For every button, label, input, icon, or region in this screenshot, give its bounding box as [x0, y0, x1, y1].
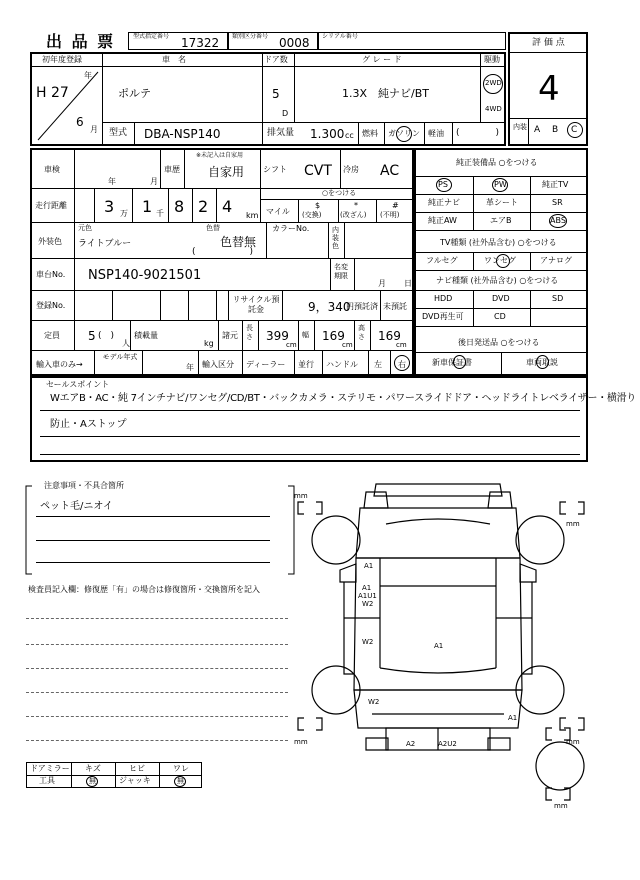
serial-label: シリアル番号 — [322, 33, 358, 40]
tv-analog: アナログ — [540, 256, 572, 265]
fl-tire-mm: mm — [294, 492, 308, 500]
legend-jack-circle — [174, 776, 186, 787]
fuel-gas: ガソリン — [388, 129, 420, 138]
equipment-title: 純正装備品 ○をつける — [456, 158, 538, 167]
circle-note: ○をつける — [322, 189, 357, 197]
handle-right: 右 — [398, 360, 406, 369]
cc-label: 排気量 — [267, 128, 295, 138]
color-code-label: カラーNo. — [272, 224, 310, 233]
front-right-tire — [516, 516, 564, 564]
grade-label: グ レ ー ド — [362, 55, 402, 64]
orig-color-label: 元色 — [78, 224, 92, 232]
rear-left-tire — [312, 666, 360, 714]
ext-color-label: 外装色 — [38, 237, 62, 246]
fuel-label: 燃料 — [362, 129, 378, 138]
capacity-value: 5 — [88, 329, 96, 343]
mileage-sen: 千 — [156, 209, 164, 218]
dealer-option: ディーラー — [246, 360, 286, 369]
mark-10: A2U2 — [438, 740, 457, 748]
mileage-digit-3: 8 — [174, 197, 185, 216]
navi-hdd: HDD — [434, 294, 453, 303]
shaken-month-unit: 月 — [150, 177, 158, 186]
exchange-mark: $ — [315, 201, 321, 210]
later-manual: 車両取説 — [526, 358, 558, 367]
later-warranty: 新車保証書 — [432, 358, 472, 367]
type-value: DBA-NSP140 — [144, 127, 221, 141]
equip-tv: 純正TV — [542, 180, 569, 189]
rl-tire-mm: mm — [294, 738, 308, 746]
legend-tools: 工具 — [39, 776, 55, 785]
reg-label: 登録No. — [36, 301, 66, 310]
height-label: 高さ — [358, 324, 365, 341]
handle-label: ハンドル — [326, 360, 358, 369]
history-value: 自家用 — [208, 165, 245, 179]
tv-fullseg: フルセグ — [426, 256, 458, 265]
first-reg-label: 初年度登録 — [42, 55, 82, 64]
mileage-digit-1: 3 — [104, 197, 115, 216]
main-spec-table: 車検 年 月 車歴 ※未記入は自家用 自家用 シフト CVT 冷房 AC 走行距離 3 万 1 千 8 2 4 km ○をつける マイル $ (交換) * (改ざん) # (不明) 外装色 元色 色替 ライトブルー 色替無 ( ) カラーNo. 内装色 車台No. NSP140-9021501 名変期限 月 日 登録No. リサイクル預託金 9，340 円預託済 未預託 定員 5 ( ) 人 積載量 kg 諸元 長さ 399 cm 幅 169 cm 高さ 169 cm 輸入車のみ→ モデル年式 年 輸入区分 ディーラー 並行 ハンドル 左 右 — [30, 148, 414, 376]
width-value: 169 — [322, 329, 345, 343]
length-label: 長さ — [246, 324, 253, 341]
name-change-month-unit: 月 — [378, 279, 386, 288]
model-year-unit: 年 — [186, 363, 194, 372]
legend-jack-value: 無 — [177, 777, 184, 785]
interior-a: A — [534, 125, 541, 135]
equip-ps-circle — [436, 178, 452, 192]
int-color-label: 内装色 — [332, 226, 339, 250]
class-box — [228, 32, 318, 50]
legend-break: ワレ — [173, 764, 189, 773]
equip-aw: 純正AW — [428, 216, 457, 225]
first-reg-month: 6 — [76, 115, 84, 129]
navi-sd: SD — [552, 294, 564, 303]
interior-c: C — [571, 125, 578, 135]
model-cert-no: 17322 — [181, 36, 220, 50]
fr-tire-mm: mm — [566, 520, 580, 528]
navi-title: ナビ種類 (社外品含む) ○をつける — [436, 276, 559, 285]
mark-9: A2 — [406, 740, 416, 748]
notes-text: ペット毛/ニオイ — [40, 501, 113, 512]
equipment-table — [414, 148, 588, 376]
serial-box — [318, 32, 506, 50]
recycle-paid: 円預託済 — [346, 302, 378, 311]
width-unit: cm — [342, 341, 353, 349]
equip-abs-circle — [549, 214, 567, 228]
navi-dvd: DVD — [492, 294, 510, 303]
ac-label: 冷房 — [343, 165, 359, 174]
recycle-label: リサイクル預託金 — [232, 295, 280, 314]
model-cert-label: 型式指定番号 — [133, 33, 170, 40]
mark-3: A1U1 — [358, 592, 377, 600]
first-reg-era: H 27 — [36, 85, 69, 101]
dims-label: 諸元 — [222, 331, 238, 340]
height-unit: cm — [396, 341, 407, 349]
chassis-value: NSP140-9021501 — [88, 268, 202, 283]
fuel-gas-circle — [396, 126, 412, 142]
model-year-label: モデル年式 — [102, 353, 138, 361]
mark-8: A1 — [508, 714, 518, 722]
exchange-option: (交換) — [302, 211, 322, 219]
parallel-option: 並行 — [298, 360, 314, 369]
height-value: 169 — [378, 329, 401, 343]
width-label: 幅 — [302, 331, 309, 339]
orig-color: ライトブルー — [78, 239, 132, 249]
equip-pw-circle — [492, 178, 508, 192]
form-title: 出 品 票 — [46, 32, 116, 51]
capacity-unit: 人 — [122, 339, 130, 348]
later-title: 後日発送品 ○をつける — [458, 338, 540, 347]
mark-2: A1 — [362, 584, 372, 592]
history-note: ※未記入は自家用 — [196, 152, 244, 159]
drive-2wd-circle — [483, 74, 503, 94]
model-cert-box — [128, 32, 228, 50]
name-change-label: 名変期限 — [334, 263, 348, 280]
mileage-digit-4: 2 — [198, 197, 209, 216]
shift-value: CVT — [304, 163, 332, 179]
drive-label: 駆動 — [484, 55, 500, 64]
load-label: 積載量 — [134, 331, 158, 340]
mark-1: A1 — [364, 562, 374, 570]
vehicle-basic-block: 初年度登録 車 名 ドア数 グ レ ー ド 駆動 年 H 27 6 月 ポルテ 5 D 1.3X 純ナビ/BT 2WD 4WD 型式 DBA-NSP140 排気量 1.300 cc 燃料 ガソリン 軽油 ( ) — [30, 52, 506, 146]
door-sub: D — [282, 109, 289, 118]
year-unit: 年 — [84, 71, 92, 80]
navi-dvd-play: DVD再生可 — [422, 312, 464, 321]
eval-label: 評 価 点 — [532, 38, 565, 48]
mark-5: W2 — [362, 638, 374, 646]
car-name-label: 車 名 — [162, 55, 186, 64]
class-label: 類別区分番号 — [232, 33, 269, 40]
tampered-option: (改ざん) — [340, 211, 367, 219]
recycle-value: 9，340 — [308, 300, 351, 314]
eval-score: 4 — [538, 69, 560, 109]
equip-airbag: エアB — [490, 216, 512, 225]
front-left-tire — [312, 516, 360, 564]
color-change-label: 色替 — [206, 224, 220, 232]
legend-scratch: キズ — [85, 764, 101, 773]
equip-navi: 純正ナビ — [428, 198, 460, 207]
mileage-man: 万 — [120, 209, 128, 218]
chassis-label: 車台No. — [36, 270, 66, 279]
inspector-label: 検査員記入欄：修復歴「有」の場合は修復箇所・交換箇所を記入 — [28, 585, 260, 594]
length-value: 399 — [266, 329, 289, 343]
drive-2wd: 2WD — [485, 79, 502, 87]
rear-right-tire — [516, 666, 564, 714]
grade-value: 1.3X 純ナビ/BT — [342, 87, 430, 100]
legend-door-mirror: ドアミラー — [30, 764, 70, 773]
handle-left: 左 — [374, 360, 382, 369]
mile-option: マイル — [266, 207, 290, 216]
history-label: 車歴 — [164, 165, 180, 174]
tv-title: TV種類 (社外品含む) ○をつける — [440, 238, 557, 247]
navi-cd: CD — [494, 312, 506, 321]
equip-sr: SR — [552, 198, 563, 207]
rr-tire-mm: mm — [566, 738, 580, 746]
later-warranty-circle — [453, 355, 466, 369]
shaken-label: 車検 — [44, 165, 60, 174]
sales-line-2: 防止・Aストップ — [50, 419, 127, 430]
legend-tools-circle — [86, 776, 98, 787]
tampered-mark: * — [354, 201, 358, 210]
cc-value: 1.300 — [310, 127, 345, 141]
unknown-option: (不明) — [380, 211, 400, 219]
legend-crack: ヒビ — [129, 764, 145, 773]
drive-4wd: 4WD — [485, 105, 502, 113]
capacity-label: 定員 — [44, 331, 60, 340]
load-unit: kg — [204, 339, 214, 348]
equip-abs: ABS — [550, 216, 566, 225]
sales-line-1: WエアB・AC・純 7インチナビ/ワンセグ/CD/BT・バックカメラ・ステリモ・パワースライドドア・ヘッドライトレベライザー・横滑り — [50, 393, 636, 404]
month-unit: 月 — [90, 125, 98, 134]
equip-leather: 革シート — [486, 198, 518, 207]
doors-value: 5 — [272, 87, 280, 101]
sales-label: セールスポイント — [46, 380, 110, 389]
car-damage-diagram — [290, 478, 590, 808]
handle-right-circle — [394, 355, 410, 371]
mileage-km: km — [246, 211, 259, 220]
shaken-year-unit: 年 — [108, 177, 116, 186]
later-manual-circle — [536, 355, 549, 369]
tv-oneseg-circle — [496, 254, 510, 268]
sales-point-box — [30, 376, 636, 462]
tv-oneseg: ワンセグ — [484, 256, 516, 265]
legend-tools-value: 無 — [89, 777, 96, 785]
cc-unit: cc — [345, 131, 354, 140]
car-name: ポルテ — [118, 87, 151, 100]
legend-jack: ジャッキ — [119, 776, 151, 785]
interior-label: 内装 — [513, 123, 527, 131]
spare-tire — [536, 742, 584, 790]
class-no: 0008 — [279, 36, 310, 50]
legend-table — [26, 762, 202, 788]
interior-c-circle — [567, 122, 583, 138]
type-label: 型式 — [109, 128, 128, 138]
doors-label: ドア数 — [264, 55, 288, 64]
equip-ps: PS — [438, 180, 448, 189]
eval-box — [508, 32, 588, 146]
import-label: 輸入車のみ→ — [36, 360, 83, 369]
mark-6: A1 — [434, 642, 444, 650]
unknown-mark: # — [392, 201, 399, 210]
fuel-light: 軽油 — [428, 129, 444, 138]
mileage-digit-5: 4 — [222, 197, 233, 216]
mark-7: W2 — [368, 698, 380, 706]
recycle-unpaid: 未預託 — [383, 302, 407, 311]
equip-pw: PW — [494, 180, 507, 189]
length-unit: cm — [286, 341, 297, 349]
interior-b: B — [552, 125, 559, 135]
color-change-value: 色替無 — [220, 235, 257, 249]
mark-4: W2 — [362, 600, 374, 608]
shift-label: シフト — [263, 165, 287, 174]
mileage-label: 走行距離 — [35, 201, 67, 210]
import-type-label: 輸入区分 — [202, 360, 234, 369]
notes-label: 注意事項・不具合箇所 — [44, 481, 124, 490]
spare-tire-mm: mm — [554, 802, 568, 808]
mileage-digit-2: 1 — [142, 197, 153, 216]
ac-value: AC — [380, 163, 400, 179]
notes-bracket — [24, 482, 296, 582]
